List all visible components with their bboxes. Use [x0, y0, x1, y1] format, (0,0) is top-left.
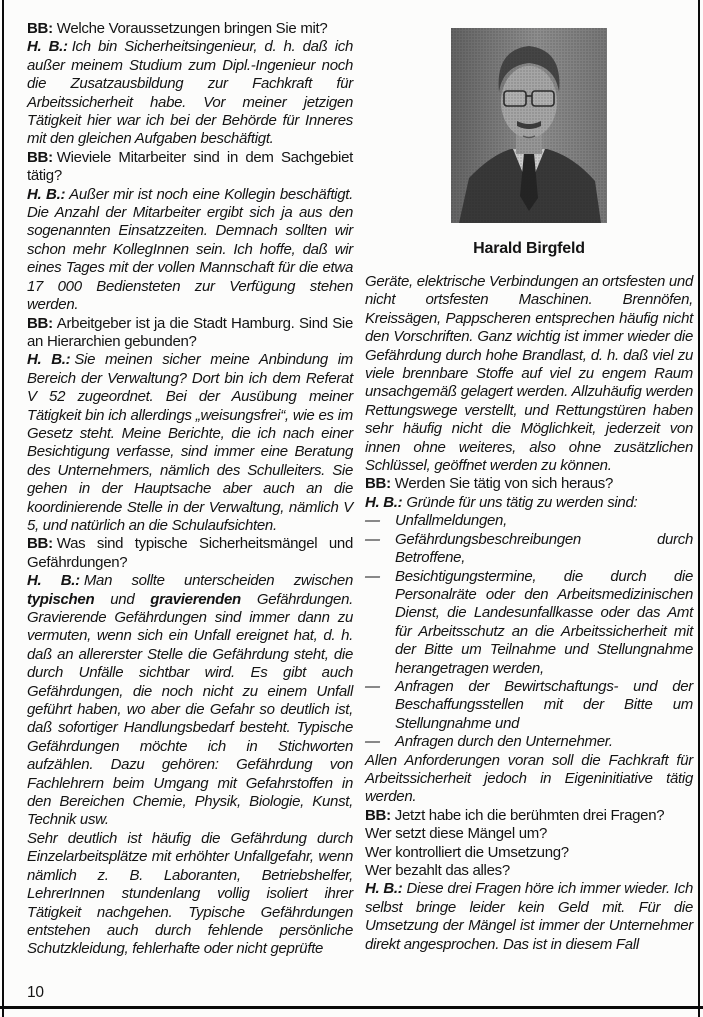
speaker-prefix: H. B.:	[365, 493, 403, 511]
page-border-left	[2, 0, 4, 1017]
list-item	[365, 733, 693, 751]
speaker-prefix: BB:	[365, 806, 391, 824]
page-number: 10	[27, 984, 44, 1001]
portrait-photo-drawing	[451, 28, 607, 223]
paragraph	[365, 752, 693, 807]
speaker-prefix: H. B.:	[27, 572, 80, 590]
list-item-text: Anfragen der Bewirtschaftungs- und der Beschaffungsstellen mit der Bitte um Stellungnahme und	[395, 677, 693, 732]
paragraph	[27, 830, 353, 959]
speaker-prefix: BB:	[27, 20, 53, 37]
text-segment: Wieviele Mitarbeiter sind in dem Sachgebiet tätig?	[27, 148, 353, 185]
list-item	[365, 531, 693, 568]
speaker-prefix: H. B.:	[27, 351, 71, 369]
text-segment: Gefährdungen. Gravierende Gefährdungen sind immer dann zu vermuten, wenn sich ein Unfall ereignet hat, d. h. daß an allererster Stelle die Gefährdung steht, die durch Unfälle sichtbar wird. Es gibt auch Gefährdungen, die noch nicht zu einem Unfall geführt haben, wo aber die Gefahr so deutlich ist, daß sofortiger Handlungsbedarf besteht. Typische Gefährdungen möchte ich in Stichworten aufzählen. Dazu gehören: Gefährdung von Fachlehrern beim Umgang mit Gefahrstoffen in den Bereichen Chemie, Physik, Biologie, Kunst, Technik usw.	[27, 590, 353, 829]
portrait-photo	[451, 28, 607, 223]
list-item	[365, 678, 693, 733]
speaker-prefix: H. B.:	[365, 880, 403, 898]
text-segment: Allen Anforderungen voran soll die Fachkraft für Arbeitssicherheit jedoch in Eigeninitiative tätig werden.	[365, 751, 693, 806]
list-dash: —	[365, 677, 380, 695]
right-column-text	[365, 273, 693, 954]
text-segment: Werden Sie tätig von sich heraus?	[394, 475, 614, 493]
text-segment: Diese drei Fragen höre ich immer wieder. Ich selbst bringe leider kein Geld mit. Für die Umsetzung der Mängel ist immer der Unternehmer direkt angesprochen. Das ist in diesem Fall	[365, 880, 693, 953]
text-segment: Wer setzt diese Mängel um?	[365, 825, 548, 843]
photo-caption: Harald Birgfeld	[473, 240, 585, 257]
text-segment: Man sollte unterscheiden zwischen	[83, 572, 353, 590]
text-segment: Ich bin Sicherheitsingenieur, d. h. daß ich außer meinem Studium zum Dipl.-Ingenieur noch die Zusatzausbildung zur Fachkraft für Arbeitssicherheit habe. Vor meiner jetzigen Tätigkeit hier war ich bei der Behörde für Inneres mit den gleichen Aufgaben beschäftigt.	[27, 38, 353, 148]
question-paragraph	[27, 20, 353, 38]
question-paragraph	[27, 535, 353, 572]
text-segment: Wer bezahlt das alles?	[365, 862, 510, 879]
speaker-prefix: BB:	[27, 535, 53, 553]
list-item	[365, 512, 693, 530]
text-segment: Wer kontrolliert die Umsetzung?	[365, 843, 569, 861]
answer-paragraph	[27, 38, 353, 148]
text-segment: Geräte, elektrische Verbindungen an ortsfesten und nicht ortsfesten Maschinen. Brennöfen, Kreissägen, Pappscheren entsprechen häufig nicht den Vorschriften. Ganz wichtig ist immer wieder die Gefährdung durch hohe Brandlast, d. h. daß viel zu viele brennbare Stoffe auf viel zu engem Raum unsachgemäß gelagert werden. Allzuhäufig werden Rettungswege verstellt, und Rettungstüren haben sehr häufig nicht die Möglichkeit, jederzeit von innen ohne weiteres, also ohne zusätzlichen Schlüssel, geöffnet werden zu können.	[365, 273, 693, 475]
list-item-text: Unfallmeldungen,	[395, 512, 507, 530]
speaker-prefix: BB:	[27, 148, 53, 166]
question-paragraph	[27, 149, 353, 186]
text-segment: typischen	[27, 590, 95, 608]
speaker-prefix: BB:	[365, 475, 391, 493]
list-item-text: Besichtigungstermine, die durch die Personalräte oder den Arbeitsmedizinischen Dienst, die Landesunfallkasse oder das Amt für Arbeitsschutz an die Arbeitssicherheit mit der Bitte um Teilnahme und Stellungnahme herangetragen werden,	[395, 567, 693, 677]
speaker-prefix: H. B.:	[27, 38, 68, 56]
left-column	[27, 20, 353, 959]
text-segment: Arbeitgeber ist ja die Stadt Hamburg. Sind Sie an Hierarchien gebunden?	[27, 314, 353, 350]
list-dash: —	[365, 530, 380, 548]
question-paragraph	[365, 807, 693, 825]
question-paragraph	[27, 315, 353, 352]
right-column	[365, 20, 693, 954]
answer-paragraph	[365, 494, 693, 512]
paragraph	[365, 862, 693, 880]
answer-paragraph	[27, 351, 353, 535]
answer-paragraph	[365, 880, 693, 954]
speaker-prefix: H. B.:	[27, 185, 66, 203]
list-item-text: Anfragen durch den Unternehmer.	[395, 733, 613, 751]
paragraph	[365, 273, 693, 475]
text-segment: Jetzt habe ich die berühmten drei Fragen?	[394, 806, 665, 824]
answer-paragraph	[27, 572, 353, 830]
question-paragraph	[365, 475, 693, 493]
list-dash: —	[365, 733, 380, 751]
list-item-text: Gefährdungsbeschreibungen durch Betroffene,	[395, 530, 693, 567]
text-segment: Sehr deutlich ist häufig die Gefährdung durch Einzelarbeitsplätze mit erhöhter Unfallgefahr, wenn nämlich z. B. Laboranten, Betriebshelfer, LehrerInnen stundenlang vollig isoliert ihrer Tätigkeit nachgehen. Typische Gefährdungen entstehen auch durch fehlende persönliche Schutzkleidung, fehlerhafte oder nicht geprüfte	[27, 829, 353, 958]
answer-paragraph	[27, 186, 353, 315]
list-dash: —	[365, 512, 380, 530]
text-segment: Außer mir ist noch eine Kollegin beschäftigt. Die Anzahl der Mitarbeiter ergibt sich ja aus den sogenannten Einsatzzeiten. Demnach sollten wir schon mehr KollegInnen sein. Ich hoffe, daß wir eines Tages mit der vollen Mannschaft für die etwa 17 000 Bediensteten zur Verfügung stehen werden.	[27, 185, 353, 314]
paragraph	[365, 825, 693, 843]
speaker-prefix: BB:	[27, 314, 53, 332]
page-border-bottom	[0, 1006, 703, 1009]
text-segment: und	[94, 590, 151, 608]
text-segment: Sie meinen sicher meine Anbindung im Bereich der Verwaltung? Dort bin ich dem Referat V 52 zugeordnet. Bei der Ausübung meiner Tätigkeit bin ich allerdings „weisungsfrei“, wie es im Gesetz steht. Meine Berichte, die ich nach einer Besichtigung verfasse, sind immer eine Beratung des Unternehmers, nämlich des Schulleiters. Sie gehen in der Hauptsache aber auch an die koordinierende Stelle in der Verwaltung, nämlich V 5, und natürlich an die Schulaufsichten.	[27, 351, 353, 534]
text-segment: gravierenden	[150, 590, 241, 608]
text-segment: Was sind typische Sicherheitsmängel und Gefährdungen?	[27, 535, 353, 571]
text-segment: Welche Voraussetzungen bringen Sie mit?	[56, 20, 328, 37]
page-border-right	[698, 0, 700, 1017]
list-item	[365, 568, 693, 678]
text-segment: Gründe für uns tätig zu werden sind:	[406, 493, 638, 511]
list-dash: —	[365, 567, 380, 585]
paragraph	[365, 844, 693, 862]
